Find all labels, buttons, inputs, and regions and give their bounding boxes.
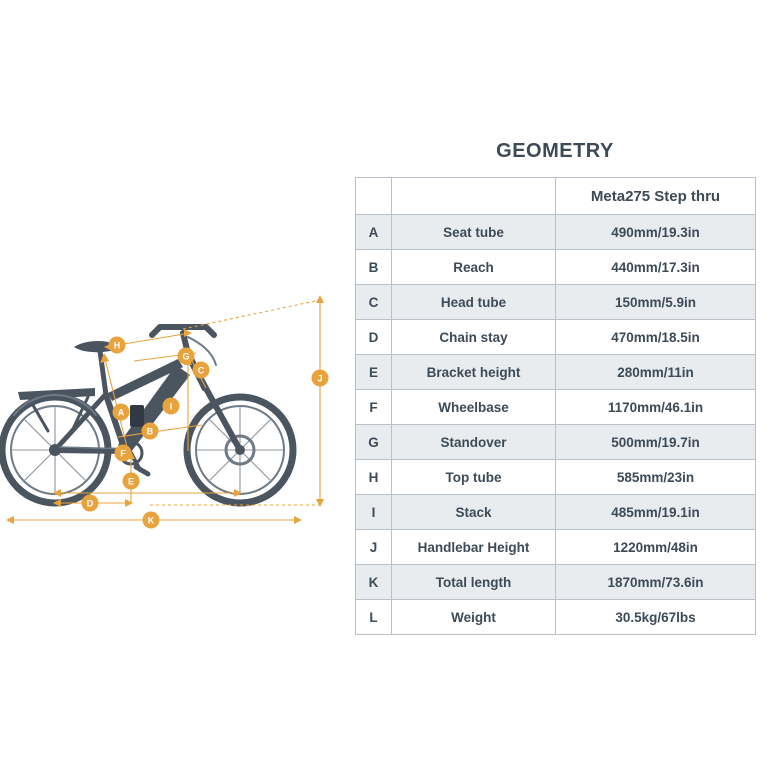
bike-illustration bbox=[2, 327, 293, 503]
table-row bbox=[356, 355, 756, 390]
row-name: Standover bbox=[392, 425, 556, 460]
row-key: A bbox=[356, 215, 392, 250]
table-row bbox=[356, 250, 756, 285]
bike-geometry-diagram bbox=[0, 255, 350, 555]
battery-pack bbox=[130, 405, 144, 427]
row-key: B bbox=[356, 250, 392, 285]
row-key: I bbox=[356, 495, 392, 530]
row-key: D bbox=[356, 320, 392, 355]
row-value: 500mm/19.7in bbox=[556, 425, 756, 460]
callout-badge-H-label: H bbox=[113, 340, 121, 351]
row-key: F bbox=[356, 390, 392, 425]
row-key: K bbox=[356, 565, 392, 600]
callout-badge-E-label: E bbox=[127, 476, 135, 487]
row-value: 1220mm/48in bbox=[556, 530, 756, 565]
row-value: 440mm/17.3in bbox=[556, 250, 756, 285]
row-value: 1170mm/46.1in bbox=[556, 390, 756, 425]
row-name: Total length bbox=[392, 565, 556, 600]
row-value: 30.5kg/67lbs bbox=[556, 600, 756, 635]
row-name: Weight bbox=[392, 600, 556, 635]
table-row bbox=[356, 285, 756, 320]
callout-badge-F-label: F bbox=[120, 448, 126, 459]
row-value: 280mm/11in bbox=[556, 355, 756, 390]
geometry-table-header bbox=[356, 178, 756, 215]
geometry-table bbox=[355, 177, 756, 635]
row-name: Seat tube bbox=[392, 215, 556, 250]
table-row bbox=[356, 425, 756, 460]
row-key: L bbox=[356, 600, 392, 635]
table-row bbox=[356, 215, 756, 250]
row-value: 150mm/5.9in bbox=[556, 285, 756, 320]
header-model: Meta275 Step thru bbox=[556, 178, 756, 215]
row-name: Stack bbox=[392, 495, 556, 530]
row-value: 490mm/19.3in bbox=[556, 215, 756, 250]
chain-stay bbox=[55, 450, 125, 451]
row-name: Wheelbase bbox=[392, 390, 556, 425]
table-row bbox=[356, 390, 756, 425]
table-row bbox=[356, 530, 756, 565]
callout-badge-I-label: I bbox=[169, 401, 173, 412]
callout-badge-K-label: K bbox=[147, 515, 155, 526]
callout-badge-G-label: G bbox=[182, 351, 190, 362]
callout-badge-A-label: A bbox=[117, 407, 125, 418]
row-name: Reach bbox=[392, 250, 556, 285]
geometry-panel bbox=[355, 140, 755, 635]
callout-badge-C-label: C bbox=[197, 365, 205, 376]
row-name: Bracket height bbox=[392, 355, 556, 390]
row-value: 485mm/19.1in bbox=[556, 495, 756, 530]
row-key: H bbox=[356, 460, 392, 495]
bike-diagram-svg bbox=[0, 255, 350, 555]
row-name: Chain stay bbox=[392, 320, 556, 355]
row-value: 585mm/23in bbox=[556, 460, 756, 495]
callout-badge-J-label: J bbox=[317, 373, 323, 384]
table-row bbox=[356, 565, 756, 600]
callout-badge-B-label: B bbox=[146, 426, 154, 437]
callout-badge-D-label: D bbox=[86, 498, 94, 509]
row-key: E bbox=[356, 355, 392, 390]
header-name-blank bbox=[392, 178, 556, 215]
row-name: Head tube bbox=[392, 285, 556, 320]
geometry-table-body bbox=[356, 215, 756, 635]
table-row bbox=[356, 320, 756, 355]
row-name: Top tube bbox=[392, 460, 556, 495]
table-row bbox=[356, 495, 756, 530]
row-value: 1870mm/73.6in bbox=[556, 565, 756, 600]
row-name: Handlebar Height bbox=[392, 530, 556, 565]
row-key: J bbox=[356, 530, 392, 565]
table-row bbox=[356, 460, 756, 495]
row-value: 470mm/18.5in bbox=[556, 320, 756, 355]
row-key: G bbox=[356, 425, 392, 460]
table-row bbox=[356, 600, 756, 635]
pedal bbox=[136, 467, 148, 474]
header-key-blank bbox=[356, 178, 392, 215]
page-title: GEOMETRY bbox=[496, 140, 614, 162]
row-key: C bbox=[356, 285, 392, 320]
front-fork bbox=[203, 383, 240, 450]
